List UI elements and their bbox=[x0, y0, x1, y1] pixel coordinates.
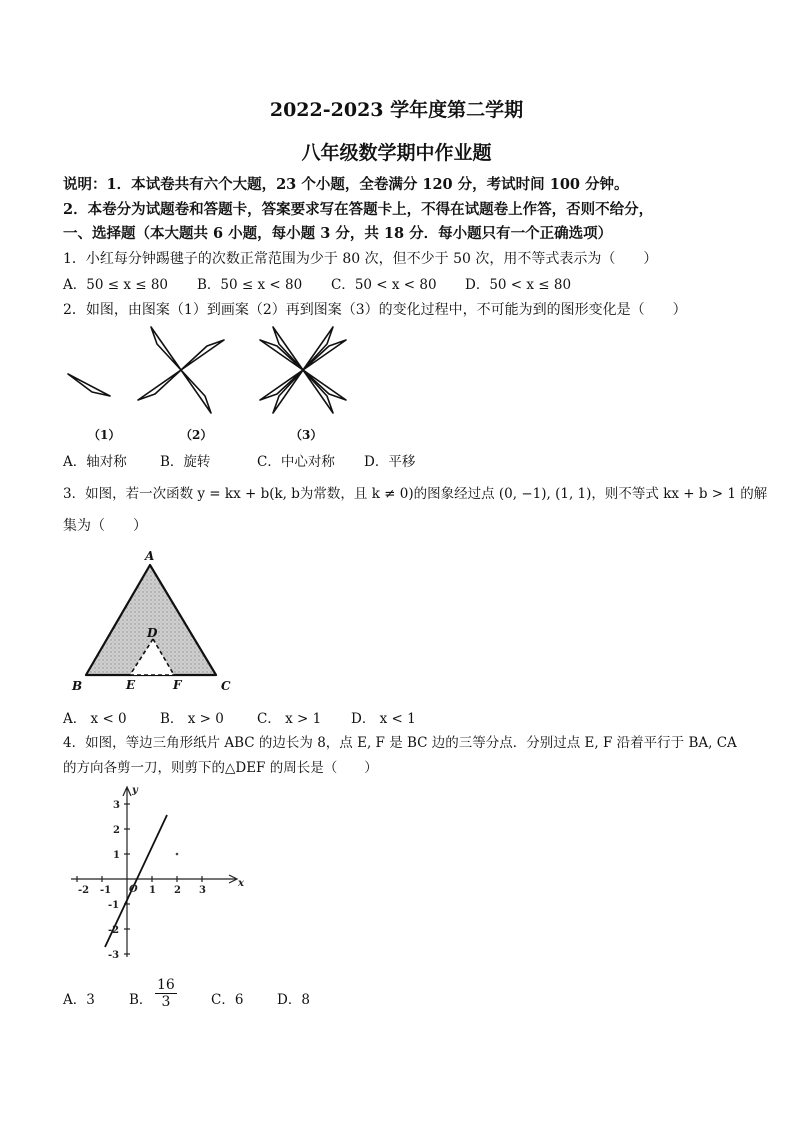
q2-option-c: C．中心对称 bbox=[257, 454, 335, 470]
x-tick-3: 3 bbox=[199, 885, 206, 896]
vertex-c-label: C bbox=[221, 679, 231, 693]
y-axis-label: y bbox=[132, 785, 138, 796]
q4-option-b-fraction bbox=[155, 977, 177, 1010]
q3-option-d: D． x < 1 bbox=[351, 711, 416, 727]
instructions-line2: 2．本卷分为试题卷和答题卡，答案要求写在答题卡上，不得在试题卷上作答，否则不给分， bbox=[63, 201, 654, 218]
year-term-title: 2022-2023 学年度第二学期 bbox=[269, 99, 524, 121]
grid-dot bbox=[176, 853, 179, 856]
x-tick-2: 2 bbox=[174, 885, 181, 896]
section1-heading: 一、选择题（本大题共 6 小题，每小题 3 分，共 18 分．每小题只有一个正确选项） bbox=[63, 225, 613, 242]
q2-option-d: D．平移 bbox=[364, 454, 416, 470]
q4-option-b-prefix: B． bbox=[129, 992, 153, 1008]
origin-label: O bbox=[129, 884, 138, 895]
q4-option-d: D．8 bbox=[277, 992, 310, 1008]
pattern-3-label: （3） bbox=[290, 428, 323, 442]
q4-option-c: C．6 bbox=[211, 992, 244, 1008]
pattern-2-label: （2） bbox=[180, 428, 213, 442]
q2-option-a: A．轴对称 bbox=[63, 454, 127, 470]
q3-stem-line2: 集为（ ） bbox=[63, 518, 147, 534]
vertex-a-label: A bbox=[145, 549, 155, 563]
q1-option-d: D．50 < x ≤ 80 bbox=[465, 277, 572, 293]
q2-stem: 2．如图，由图案（1）到画案（2）再到图案（3）的变化过程中，不可能为到的图形变化是（ ） bbox=[63, 302, 687, 318]
pattern-3-shape bbox=[260, 327, 346, 413]
q1-stem: 1．小红每分钟踢毽子的次数正常范围为少于 80 次，但不少于 50 次，用不等式表示为（ ） bbox=[63, 251, 658, 267]
q3-option-b: B． x > 0 bbox=[160, 711, 224, 727]
pattern-1-label: （1） bbox=[88, 428, 121, 442]
instructions-line1: 说明：1．本试卷共有六个大题，23 个小题，全卷满分 120 分，考试时间 100 分钟。 bbox=[63, 176, 629, 193]
q1-option-c: C．50 < x < 80 bbox=[331, 277, 437, 293]
q3-triangle-figure bbox=[66, 543, 236, 698]
q3-options bbox=[63, 707, 416, 727]
q4-stem-line1: 4．如图，等边三角形纸片 ABC 的边长为 8，点 E, F 是 BC 边的三等分点．分别过点 E, F 沿着平行于 BA, CA bbox=[63, 735, 737, 751]
vertex-e-label: E bbox=[126, 678, 136, 692]
pattern-2-shape bbox=[138, 327, 224, 413]
q1-option-a: A．50 ≤ x ≤ 80 bbox=[63, 277, 169, 293]
x-axis-label: x bbox=[238, 878, 244, 889]
q1-options bbox=[63, 273, 571, 293]
y-tick-m2: -2 bbox=[108, 925, 120, 936]
x-tick-m1: -1 bbox=[100, 885, 112, 896]
q3-stem-line1: 3．如图，若一次函数 y = kx + b(k, b为常数，且 k ≠ 0)的图象经过点 (0, −1), (1, 1)，则不等式 kx + b > 1 的解 bbox=[63, 486, 768, 502]
y-tick-m1: -1 bbox=[108, 900, 120, 911]
exam-title: 八年级数学期中作业题 bbox=[301, 142, 492, 164]
q2-option-b: B．旋转 bbox=[160, 454, 211, 470]
vertex-b-label: B bbox=[72, 679, 83, 693]
q4-option-b-denominator: 3 bbox=[161, 994, 171, 1010]
y-tick-2: 2 bbox=[113, 825, 120, 836]
q1-option-b: B．50 ≤ x < 80 bbox=[197, 277, 303, 293]
q4-stem-line2: 的方向各剪一刀，则剪下的△DEF 的周长是（ ） bbox=[63, 760, 378, 776]
y-tick-1: 1 bbox=[113, 850, 120, 861]
vertex-d-label: D bbox=[147, 626, 158, 640]
pattern-1-shape bbox=[68, 374, 110, 396]
x-tick-m2: -2 bbox=[78, 885, 90, 896]
q4-option-a: A．3 bbox=[63, 992, 95, 1008]
q3-option-c: C． x > 1 bbox=[257, 711, 322, 727]
y-tick-m3: -3 bbox=[108, 950, 120, 961]
q2-options bbox=[63, 450, 415, 470]
x-tick-1: 1 bbox=[149, 885, 156, 896]
q4-option-b-numerator: 16 bbox=[157, 977, 175, 993]
y-tick-3: 3 bbox=[113, 800, 120, 811]
q3-option-a: A． x < 0 bbox=[63, 711, 127, 727]
q4-coordinate-graph bbox=[66, 782, 246, 962]
vertex-f-label: F bbox=[173, 678, 182, 692]
